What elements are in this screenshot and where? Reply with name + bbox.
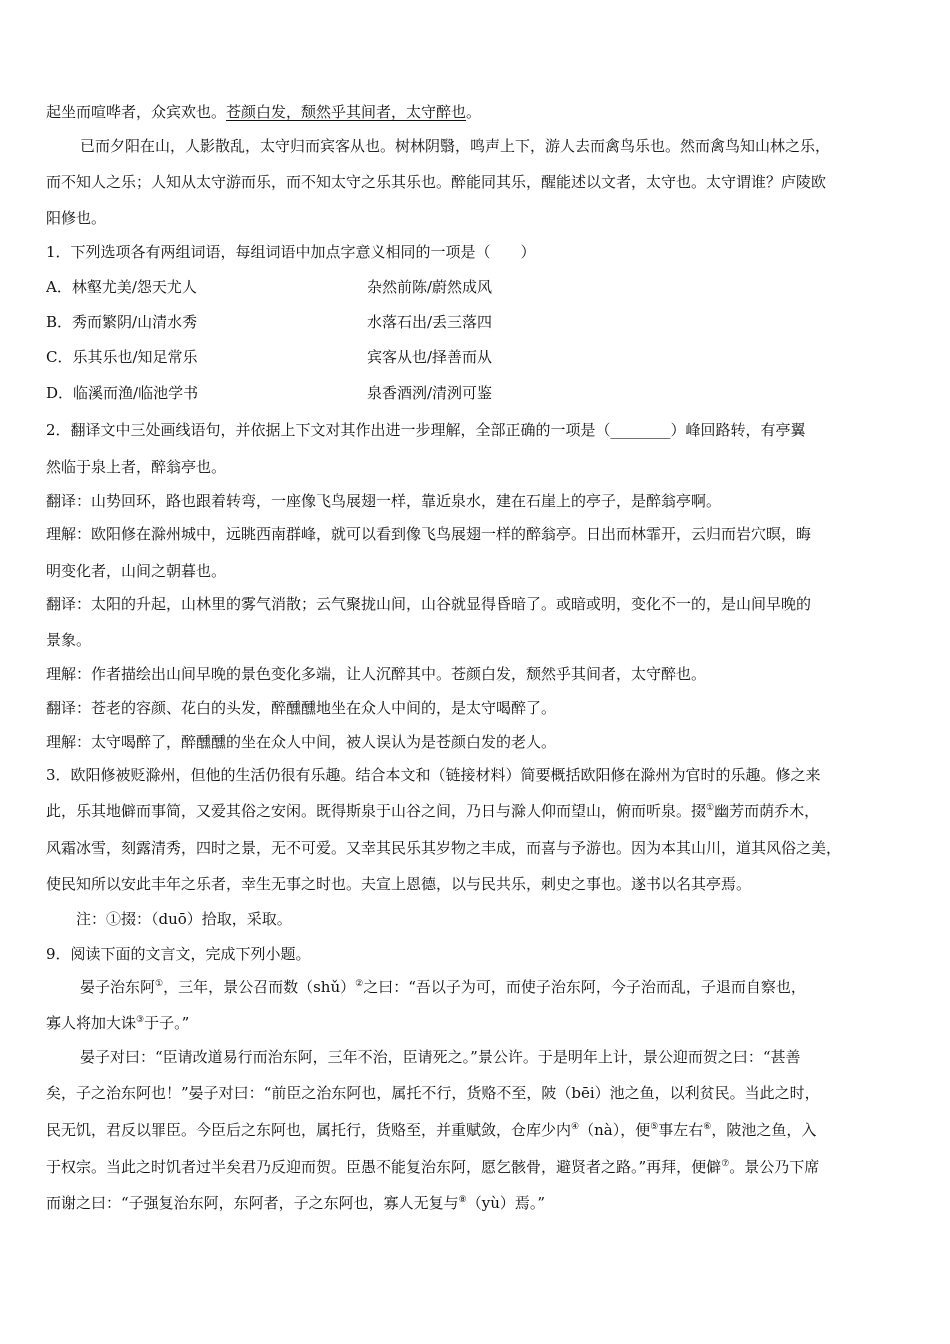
option-a-left: A．林壑尤美/怨天尤人	[46, 278, 197, 296]
link-material-text: 此，乐其地僻而事简，又爱其俗之安闲。既得斯泉于山谷之间，乃日与滁人仰而望山，俯而听泉。掇	[46, 802, 707, 820]
passage-line	[46, 102, 916, 122]
passage-text: 。	[466, 103, 482, 121]
option-c-left: C．乐其乐也/知足常乐	[46, 348, 198, 366]
passage-line: 已而夕阳在山，人影散乱，太守归而宾客从也。树林阴翳，鸣声上下，游人去而禽鸟乐也。然而禽鸟知山林之乐，	[80, 137, 831, 155]
classical-text-line	[46, 1120, 916, 1140]
passage-line: 而不知人之乐；人知从太守游而乐，而不知太守之乐其乐也。醉能同其乐，醒能述以文者，太守也。太守谓谁？庐陵欧	[46, 173, 827, 191]
footnote-marker: ⑤	[650, 1122, 659, 1132]
classical-text-line	[46, 1193, 916, 1213]
footnote-marker: ⑥	[703, 1122, 712, 1132]
classical-text: 而谢之曰：“子强复治东阿，东阿者，子之东阿也，寡人无复与	[46, 1194, 459, 1212]
underlined-sentence: 苍颜白发，颓然乎其间者，太守醉也	[226, 103, 467, 121]
classical-text: ，陂池之鱼，入	[711, 1121, 817, 1139]
classical-text: 寡人将加大诛	[46, 1014, 137, 1032]
question-9-stem: 9．阅读下面的文言文，完成下列小题。	[46, 945, 311, 963]
link-material-line: 风霜冰雪，刻露清秀，四时之景，无不可爱。又幸其民乐其岁物之丰成，而喜与予游也。因为本其山川，道其风俗之美，	[46, 839, 842, 857]
link-material-line	[46, 801, 916, 821]
classical-text: 之曰：“吾以子为可，而使子治东阿，今子治而乱，子退而自察也，	[363, 978, 806, 996]
question-2-stem: 2．翻译文中三处画线语句，并依据上下文对其作出进一步理解，全部正确的一项是（________）峰回路转，有亭翼	[46, 421, 806, 439]
link-material-text: 幽芳而荫乔木，	[714, 802, 820, 820]
question-1-stem: 1．下列选项各有两组词语，每组词语中加点字意义相同的一项是（ ）	[46, 243, 536, 261]
passage-text: 起坐而喧哗者，众宾欢也。	[46, 103, 227, 121]
option-d-left: D．临溪而渔/临池学书	[46, 384, 199, 402]
translation-line: 翻译：山势回环，路也跟着转弯，一座像飞鸟展翅一样，靠近泉水，建在石崖上的亭子，是醉翁亭啊。	[46, 492, 722, 510]
option-b-left: B．秀而繁阴/山清水秀	[46, 313, 198, 331]
passage-line: 阳修也。	[46, 209, 107, 227]
classical-text: 于权宗。当此之时饥者过半矣君乃反迎而贺。臣愚不能复治东阿，愿乞骸骨，避贤者之路。”再拜，便僻	[46, 1158, 722, 1176]
link-material-line: 使民知所以安此丰年之乐者，幸生无事之时也。夫宣上恩德，以与民共乐，刺史之事也。遂书以名其亭焉。	[46, 875, 752, 893]
understanding-line: 理解：欧阳修在滁州城中，远眺西南群峰，就可以看到像飞鸟展翅一样的醉翁亭。日出而林霏开，云归而岩穴暝，晦	[46, 525, 812, 543]
translation-line: 翻译：太阳的升起，山林里的雾气消散；云气聚拢山间，山谷就显得昏暗了。或暗或明，变化不一的，是山间早晚的	[46, 595, 812, 613]
translation-line: 景象。	[46, 631, 92, 649]
understanding-line: 明变化者，山间之朝暮也。	[46, 562, 227, 580]
question-3-stem: 3．欧阳修被贬滁州，但他的生活仍很有乐趣。结合本文和（链接材料）简要概括欧阳修在滁州为官时的乐趣。修之来	[46, 766, 821, 784]
question-2-stem: 然临于泉上者，醉翁亭也。	[46, 458, 227, 476]
footnote-marker: ①	[706, 803, 715, 813]
understanding-line: 理解：太守喝醉了，醉醺醺的坐在众人中间，被人误认为是苍颜白发的老人。	[46, 733, 557, 751]
classical-text: （nà），便	[579, 1121, 651, 1139]
classical-text-line: 晏子对曰：“臣请改道易行而治东阿，三年不治，臣请死之。”景公许。于是明年上计，景公迎而贺之曰：“甚善	[80, 1048, 801, 1066]
footnote-marker: ⑦	[721, 1159, 730, 1169]
option-a-right: 杂然前陈/蔚然成风	[367, 278, 493, 296]
classical-text-line	[80, 977, 916, 997]
option-b-right: 水落石出/丢三落四	[367, 313, 493, 331]
classical-text: 民无饥，君反以罪臣。今臣后之东阿也，属托行，货赂至，并重赋敛，仓库少内	[46, 1121, 572, 1139]
classical-text-line: 矣，子之治东阿也！”晏子对曰：“前臣之治东阿也，属托不行，货赂不至，陂（bēi）池之鱼，以利贫民。当此之时，	[46, 1084, 820, 1102]
classical-text: 。景公乃下席	[729, 1158, 820, 1176]
footnote-marker: ④	[571, 1122, 580, 1132]
footnote-marker: ①	[155, 979, 164, 989]
classical-text: （yù）焉。”	[466, 1194, 546, 1212]
classical-text: 于子。”	[144, 1014, 190, 1032]
footnote-marker: ③	[136, 1015, 145, 1025]
understanding-line: 理解：作者描绘出山间早晚的景色变化多端，让人沉醉其中。苍颜白发，颓然乎其间者，太守醉也。	[46, 665, 707, 683]
option-c-right: 宾客从也/择善而从	[367, 348, 493, 366]
translation-line: 翻译：苍老的容颜、花白的头发，醉醺醺地坐在众人中间的，是太守喝醉了。	[46, 699, 557, 717]
classical-text-line	[46, 1013, 916, 1033]
classical-text: 晏子治东阿	[80, 978, 156, 996]
classical-text-line	[46, 1157, 916, 1177]
classical-text: ，三年，景公召而数（shǔ）	[163, 978, 356, 996]
classical-text: 事左右	[658, 1121, 704, 1139]
footnote: 注：①掇：（duō）拾取，采取。	[76, 910, 292, 928]
footnote-marker: ⑧	[458, 1195, 467, 1205]
option-d-right: 泉香酒洌/清洌可鉴	[367, 384, 493, 402]
footnote-marker: ②	[355, 979, 364, 989]
